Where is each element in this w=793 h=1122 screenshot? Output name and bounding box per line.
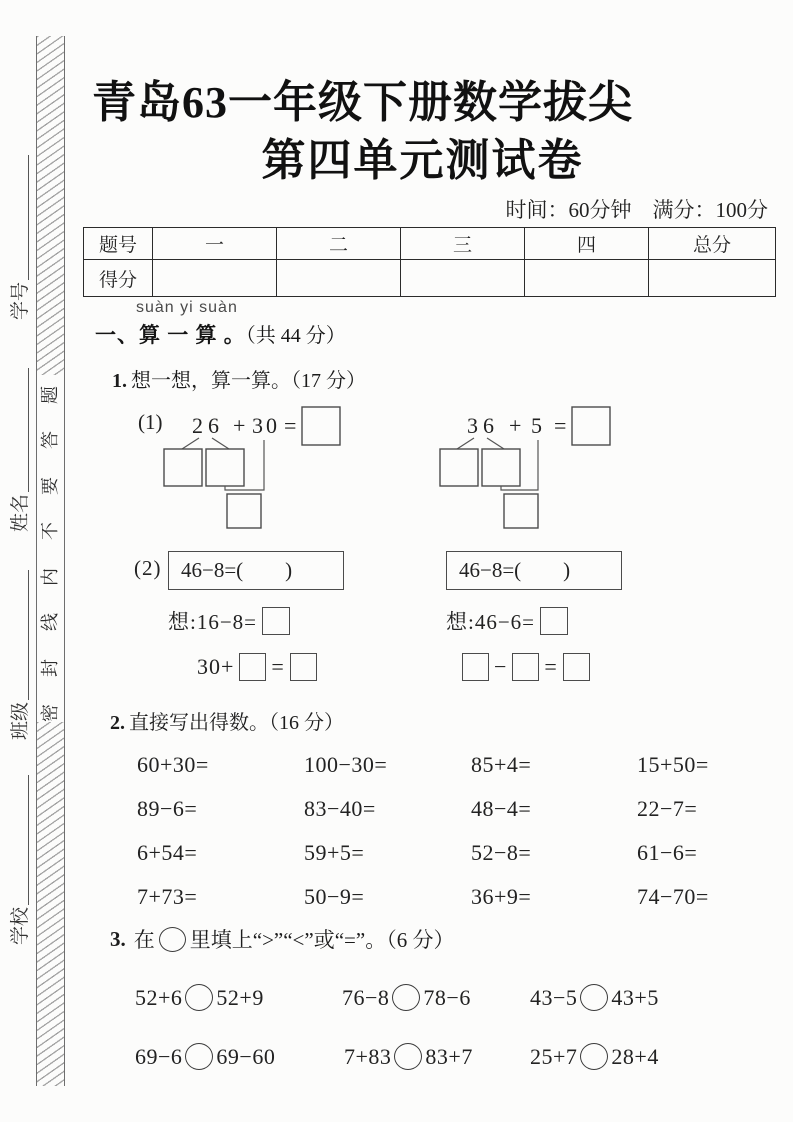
answer-box xyxy=(290,653,317,681)
math-problem: 48−4= xyxy=(471,796,532,821)
right-expression: 28+4 xyxy=(611,1043,659,1069)
seal-char: 题 xyxy=(40,386,60,404)
answer-box xyxy=(512,653,539,681)
comparison-circle xyxy=(159,927,186,952)
equals-sign: = xyxy=(544,654,558,679)
score-blank-cell xyxy=(153,260,277,297)
answer-box xyxy=(262,607,290,635)
comparison-circle xyxy=(185,984,213,1011)
left-expression: 7+83 xyxy=(344,1043,392,1069)
q1-part1-label: (1) xyxy=(138,410,163,434)
score-table-cell-two: 二 xyxy=(277,228,401,260)
q1-label xyxy=(112,364,366,393)
right-expression: 43+5 xyxy=(611,984,659,1010)
score-blank-cell xyxy=(649,260,776,297)
answer-box xyxy=(540,607,568,635)
score-table-cell-total: 总分 xyxy=(649,228,776,260)
seal-field-label: 学校 xyxy=(10,906,31,945)
q2-text: 直接写出得数。（16 分） xyxy=(129,712,344,734)
q3-label xyxy=(110,924,454,954)
seal-field-label: 班级 xyxy=(10,701,31,740)
q1-left-addend1: 26 xyxy=(192,413,224,438)
q1-left-part-box1 xyxy=(164,449,202,486)
q1-right-plus: + xyxy=(509,413,522,438)
left-expression: 43−5 xyxy=(530,984,578,1010)
q1-left-result-box xyxy=(302,407,340,445)
q1-fill-line-right xyxy=(462,653,590,681)
score-blank-cell xyxy=(277,260,401,297)
q1-right-equals: = xyxy=(554,413,567,438)
math-problem: 89−6= xyxy=(137,796,198,821)
math-problem: 52−8= xyxy=(471,840,532,865)
math-problem: 22−7= xyxy=(637,796,698,821)
answer-box xyxy=(239,653,266,681)
math-problem: 15+50= xyxy=(637,752,709,777)
left-expression: 52+6 xyxy=(135,984,183,1010)
q1-part2-boxed-left: 46−8=( ) xyxy=(168,551,344,590)
comparison-circle xyxy=(392,984,420,1011)
math-problem: 36+9= xyxy=(471,884,532,909)
right-expression: 78−6 xyxy=(423,984,471,1010)
q1-left-branch-line xyxy=(212,438,229,449)
math-problem: 59+5= xyxy=(304,840,365,865)
seal-char: 密 xyxy=(40,704,60,722)
q2-problem-grid xyxy=(137,752,767,928)
q1-right-branch-line xyxy=(487,438,504,449)
section1-points: （共 44 分） xyxy=(245,325,346,347)
left-expression: 76−8 xyxy=(342,984,390,1010)
right-expression: 69−60 xyxy=(216,1043,276,1069)
seal-hatch-bottom xyxy=(37,722,64,1086)
math-problem: 61−6= xyxy=(637,840,698,865)
answer-box xyxy=(563,653,590,681)
q1-text: 想一想，算一算。（17 分） xyxy=(131,370,366,392)
comparison-item xyxy=(344,1043,473,1070)
right-expression: 52+9 xyxy=(216,984,264,1010)
left-expression: 25+7 xyxy=(530,1043,578,1069)
q1-left-plus: + xyxy=(233,413,246,438)
q1-think-line-left xyxy=(168,606,290,636)
math-problem: 85+4= xyxy=(471,752,532,777)
comparison-circle xyxy=(185,1043,213,1070)
q3-suffix: 里填上“>”“<”或“=”。（6 分） xyxy=(189,928,455,952)
seal-hatch-top xyxy=(37,36,64,375)
q2-label xyxy=(110,706,344,735)
q2-number: 2. xyxy=(110,712,125,734)
comparison-item xyxy=(135,1043,275,1070)
q1-left-sum-box xyxy=(227,494,261,528)
comparison-item xyxy=(135,984,264,1011)
q1-think-right-text: 想:46−6= xyxy=(446,610,536,634)
section1-title xyxy=(95,319,346,349)
q1-left-addend2: 30 xyxy=(252,413,280,438)
q1-right-addend2: 5 xyxy=(531,413,542,438)
q1-right-result-box xyxy=(572,407,610,445)
seal-field-blank-line xyxy=(28,570,29,700)
q1-right-part-box1 xyxy=(440,449,478,486)
comparison-circle xyxy=(394,1043,422,1070)
seal-char: 封 xyxy=(40,659,60,677)
seal-char: 内 xyxy=(40,568,60,586)
score-table-header-row xyxy=(84,228,776,260)
math-problem: 74−70= xyxy=(637,884,709,909)
q1-fill-line-left xyxy=(197,653,317,681)
seal-char: 答 xyxy=(40,431,60,449)
comparison-circle xyxy=(580,984,608,1011)
score-table-cell-four: 四 xyxy=(525,228,649,260)
seal-field-class xyxy=(4,570,34,740)
math-problem: 50−9= xyxy=(304,884,365,909)
seal-field-student-number xyxy=(4,155,34,320)
comparison-item xyxy=(530,984,659,1011)
seal-field-label: 学号 xyxy=(10,281,31,320)
math-problem: 83−40= xyxy=(304,796,376,821)
q1-think-line-right xyxy=(446,606,568,636)
minus-sign: − xyxy=(494,654,508,679)
exam-title-line1: 青岛63一年级下册数学拔尖 xyxy=(92,78,633,127)
q1-think-left-text: 想:16−8= xyxy=(168,610,258,634)
seal-line-strip xyxy=(36,36,65,1086)
score-table xyxy=(83,227,776,297)
math-problem: 60+30= xyxy=(137,752,209,777)
q1-fill-left-prefix: 30+ xyxy=(197,654,235,679)
score-table-cell-question-no: 题号 xyxy=(84,228,153,260)
q1-part1-diagram xyxy=(0,396,793,548)
q3-prefix: 在 xyxy=(133,928,155,952)
score-table-cell-one: 一 xyxy=(153,228,277,260)
q1-left-equals: = xyxy=(284,413,297,438)
q3-number: 3. xyxy=(110,926,126,951)
q1-part2-label: (2) xyxy=(134,556,162,580)
q1-right-sum-box xyxy=(504,494,538,528)
q1-right-branch-line xyxy=(457,438,474,449)
score-blank-cell xyxy=(525,260,649,297)
q1-right-addend1: 36 xyxy=(467,413,499,438)
seal-char: 不 xyxy=(40,522,60,540)
section1-title-text: 一、算 一 算 。 xyxy=(95,323,246,347)
math-problem: 100−30= xyxy=(304,752,388,777)
q1-left-branch-line xyxy=(182,438,199,449)
q1-left-part-box2 xyxy=(206,449,244,486)
score-blank-cell xyxy=(401,260,525,297)
section1-pinyin: suàn yi suàn xyxy=(136,299,238,316)
right-expression: 83+7 xyxy=(425,1043,473,1069)
q1-part2-boxed-right: 46−8=( ) xyxy=(446,551,622,590)
score-table-score-row xyxy=(84,260,776,297)
comparison-item xyxy=(530,1043,659,1070)
exam-time-score-info: 时间：60分钟 满分：100分 xyxy=(505,198,768,222)
math-problem: 6+54= xyxy=(137,840,198,865)
left-expression: 69−6 xyxy=(135,1043,183,1069)
seal-field-blank-line xyxy=(28,775,29,905)
comparison-circle xyxy=(580,1043,608,1070)
exam-title-line2: 第四单元测试卷 xyxy=(261,136,584,185)
q1-number: 1. xyxy=(112,370,127,392)
answer-box xyxy=(462,653,489,681)
comparison-item xyxy=(342,984,471,1011)
seal-char: 线 xyxy=(40,613,60,631)
seal-char: 要 xyxy=(40,477,60,495)
seal-field-blank-line xyxy=(28,155,29,280)
math-problem: 7+73= xyxy=(137,884,198,909)
score-table-cell-score-label: 得分 xyxy=(84,260,153,297)
seal-field-school xyxy=(4,775,34,945)
q1-right-part-box2 xyxy=(482,449,520,486)
equals-sign: = xyxy=(271,654,285,679)
score-table-cell-three: 三 xyxy=(401,228,525,260)
seal-field-label: 姓名 xyxy=(10,493,31,532)
